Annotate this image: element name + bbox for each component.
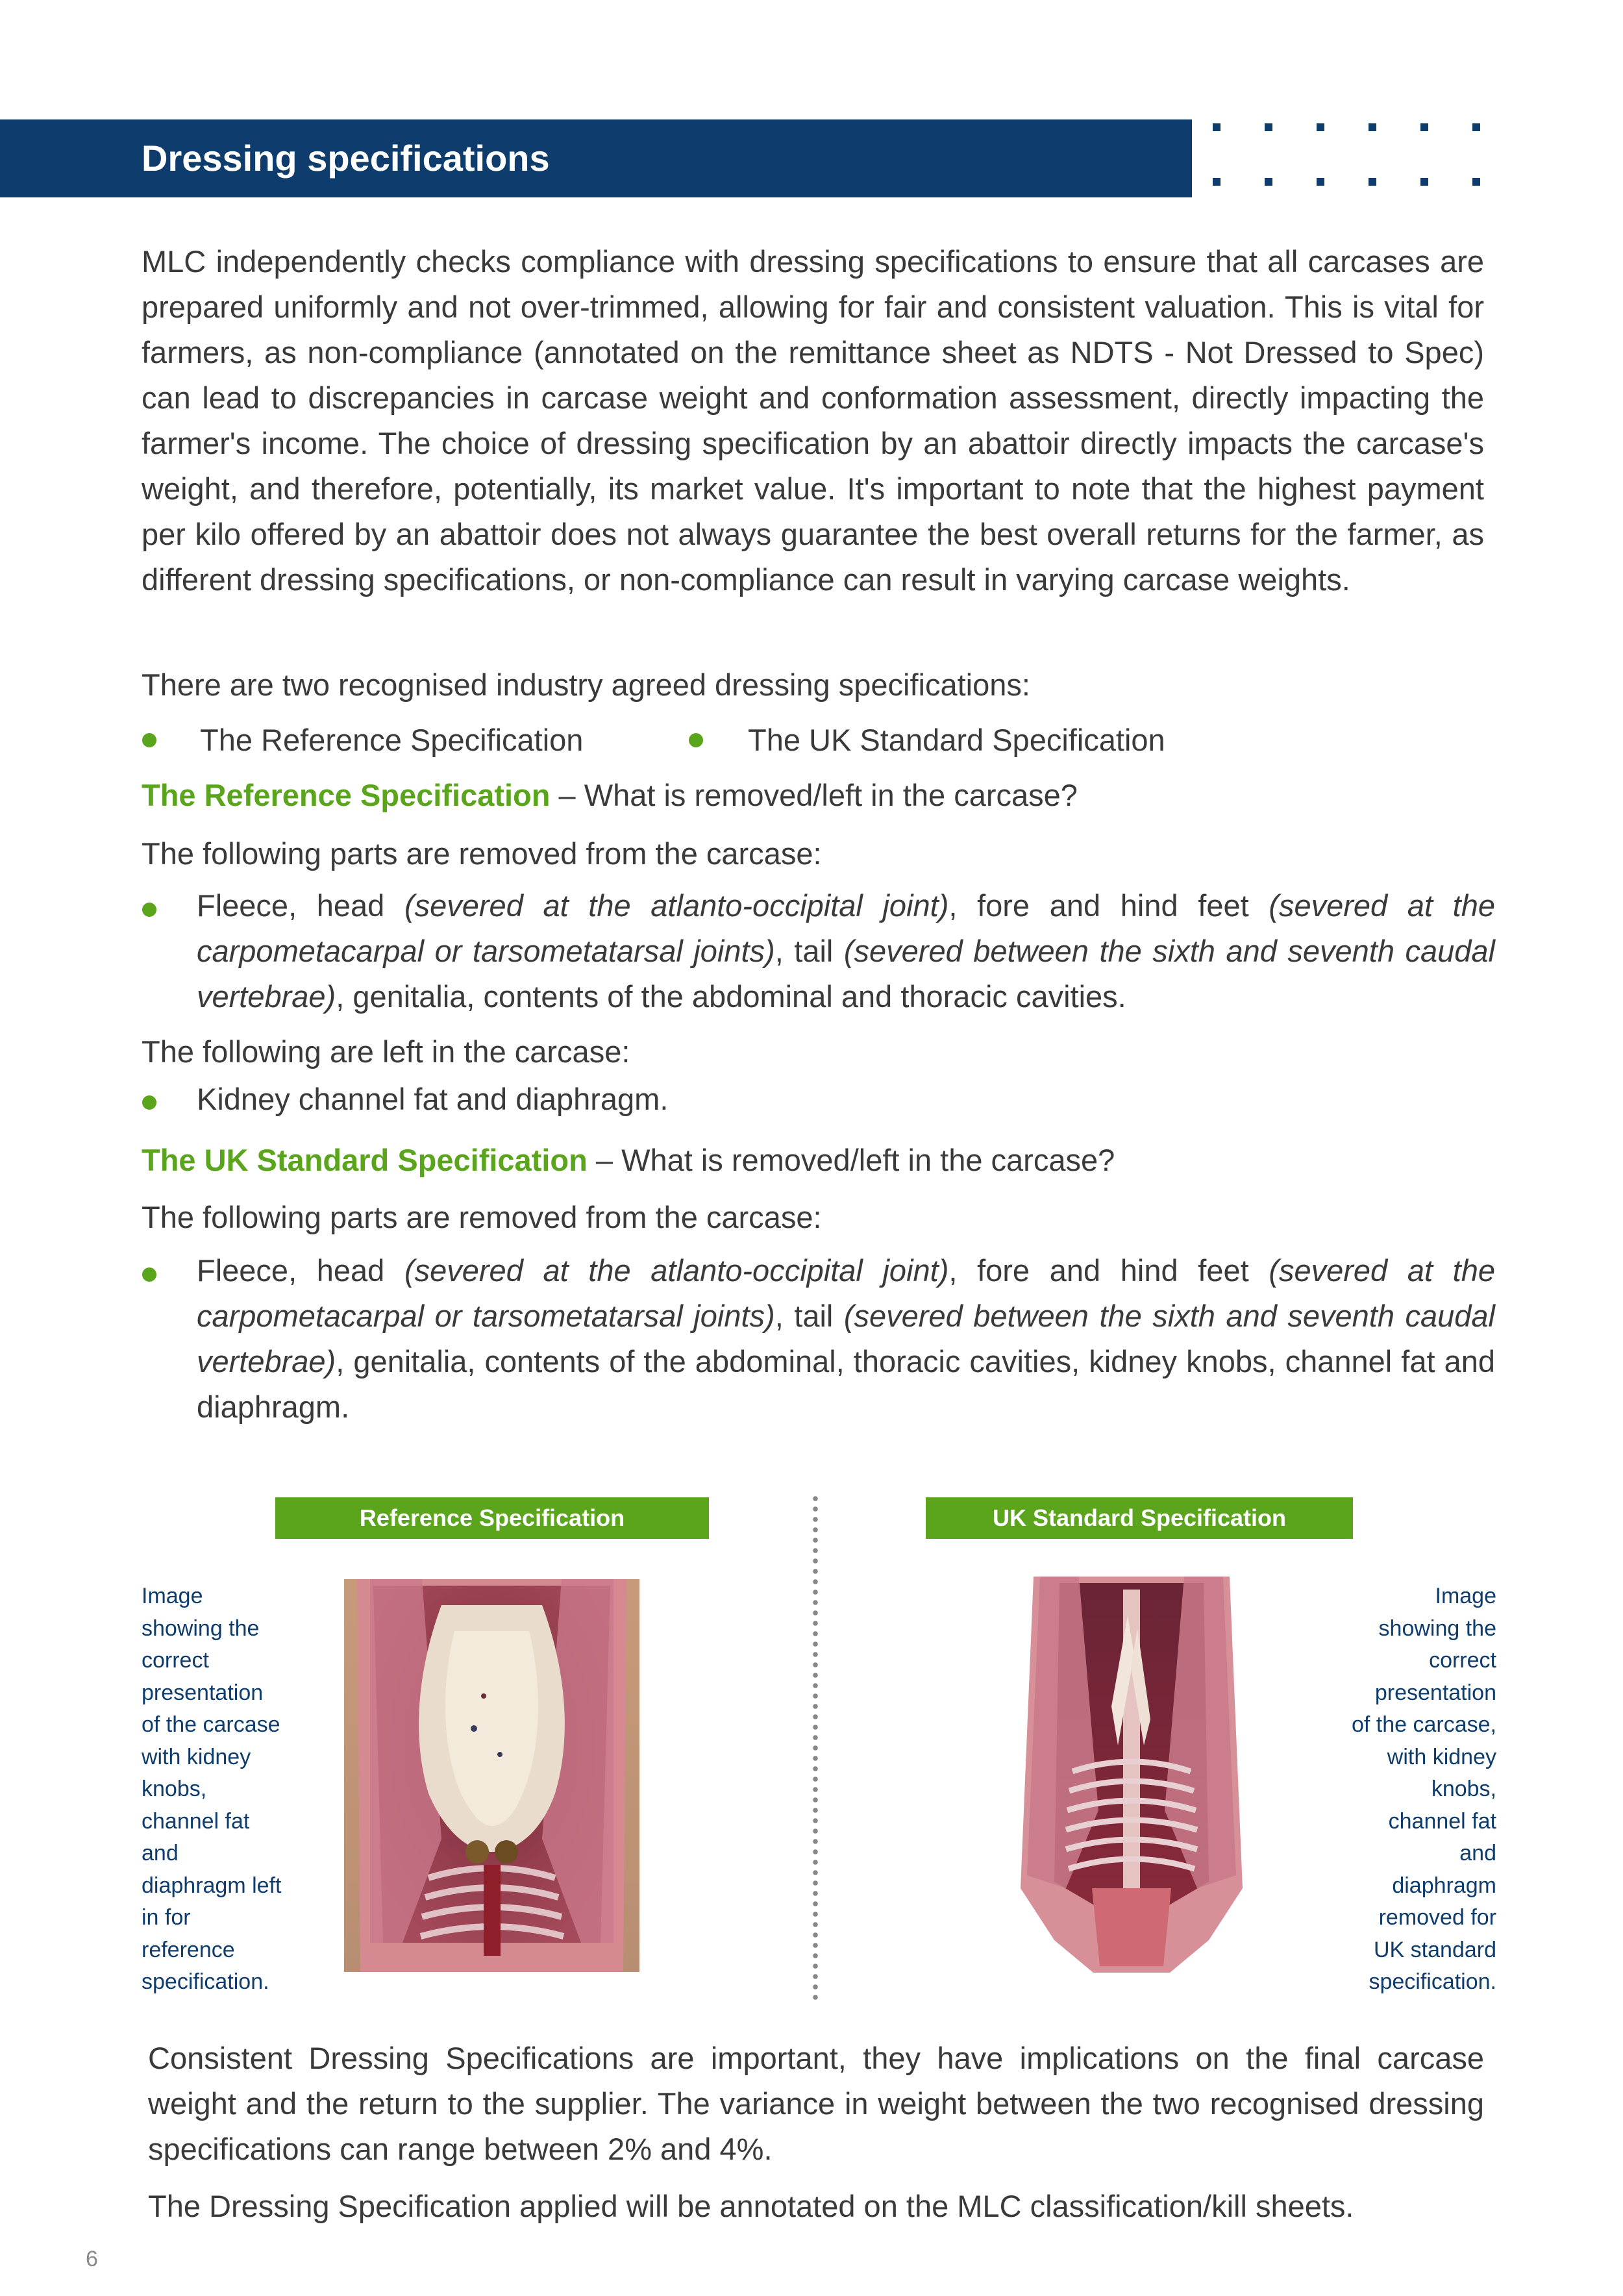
reference-heading-suffix: – What is removed/left in the carcase? [550,778,1078,812]
uk-caption-line: specification. [1369,1969,1496,1994]
uk-carcase-image [1014,1577,1249,1973]
uk-caption-line: knobs, [1431,1777,1496,1801]
reference-carcase-image [344,1579,639,1972]
reference-figure-caption [142,1580,281,1999]
uk-removed-intro: The following parts are removed from the carcase: [142,1200,822,1234]
reference-figure-label: Reference Specification [275,1497,709,1539]
reference-left-item: Kidney channel fat and diaphragm. [197,1082,669,1116]
reference-caption-line: specification. [142,1969,269,1994]
figure-divider [813,1493,818,2000]
uk-heading-suffix: – What is removed/left in the carcase? [587,1143,1115,1177]
bullet-icon [142,1267,156,1282]
reference-caption-line: correct [142,1648,209,1673]
reference-caption-line: of the carcase [142,1712,280,1737]
uk-caption-line: removed for [1378,1905,1496,1930]
reference-caption-line: knobs, [142,1777,207,1801]
reference-caption-line: with kidney [142,1744,251,1769]
reference-removed-item: Fleece, head (severed at the atlanto-occipital joint), fore and hind feet (severed at the carpometacarpal or tarsometatarsal joints), tail (severed between the sixth and seventh caudal vertebrae), genitalia, contents of the abdominal and thoracic cavities. [197,888,1495,1014]
uk-caption-line: presentation [1374,1680,1496,1705]
uk-caption-line: channel fat [1388,1808,1496,1834]
reference-left-intro: The following are left in the carcase: [142,1034,630,1069]
page-number: 6 [86,2247,98,2271]
uk-caption-line: diaphragm [1392,1873,1496,1898]
decorative-dots [1213,123,1498,195]
reference-caption-line: reference [142,1937,235,1962]
intro-paragraph: MLC independently checks compliance with dressing specifications to ensure that all carcases are prepared uniformly and not over-trimmed, allowing for fair and consistent valuation. This is vital for farmers, as non-compliance (annotated on the remittance sheet as NDTS - Not Dressed to Spec) can lead to discrepancies in carcase weight and conformation assessment, directly impacting the farmer's income. The choice of dressing specification by an abattoir directly impacts the carcase's weight, and therefore, potentially, its market value. It's important to note that the highest payment per kilo offered by an abattoir does not always guarantee the best overall returns for the farmer, as different dressing specifications, or non-compliance can result in varying carcase weights. [142,244,1484,597]
bullet-icon [142,733,156,747]
uk-caption-line: of the carcase, [1351,1712,1496,1737]
uk-figure-caption [1285,1580,1496,1999]
reference-caption-line: in for [142,1905,191,1930]
reference-heading-line [142,773,1078,818]
spec-bullet-uk: The UK Standard Specification [748,723,1165,757]
section-title: Dressing specifications [142,138,550,179]
closing-paragraph: Consistent Dressing Specifications are important, they have implications on the final carcase weight and the return to the supplier. The variance in weight between the two recognised dressing specifications can range between 2% and 4%. [148,2041,1484,2166]
spec-bullet-reference: The Reference Specification [200,723,584,757]
uk-caption-line: with kidney [1387,1744,1496,1769]
uk-caption-line: showing the [1378,1616,1496,1641]
reference-caption-line: presentation [142,1680,264,1705]
reference-heading: The Reference Specification [142,778,551,812]
reference-removed-intro: The following parts are removed from the carcase: [142,836,822,871]
reference-caption-line: Image [142,1584,203,1608]
reference-caption-line: channel fat [142,1808,250,1834]
uk-caption-line: and [1459,1841,1496,1866]
uk-caption-line: Image [1435,1584,1496,1608]
uk-removed-item: Fleece, head (severed at the atlanto-occipital joint), fore and hind feet (severed at the carpometacarpal or tarsometatarsal joints), tail (severed between the sixth and seventh caudal vertebrae), genitalia, contents of the abdominal, thoracic cavities, kidney knobs, channel fat and diaphragm. [197,1253,1495,1424]
uk-heading-line [142,1138,1115,1183]
uk-heading: The UK Standard Specification [142,1143,588,1177]
uk-caption-line: UK standard [1374,1937,1496,1962]
bullet-icon [142,1095,156,1110]
reference-caption-line: and [142,1841,179,1866]
bullet-icon [142,903,156,917]
reference-caption-line: diaphragm left [142,1873,282,1898]
uk-figure-label: UK Standard Specification [926,1497,1353,1539]
two-specs-intro: There are two recognised industry agreed dressing specifications: [142,668,1030,702]
uk-caption-line: correct [1429,1648,1496,1673]
bullet-icon [689,733,703,747]
reference-caption-line: showing the [142,1616,260,1641]
closing-note: The Dressing Specification applied will be annotated on the MLC classification/kill sheets. [148,2189,1354,2223]
